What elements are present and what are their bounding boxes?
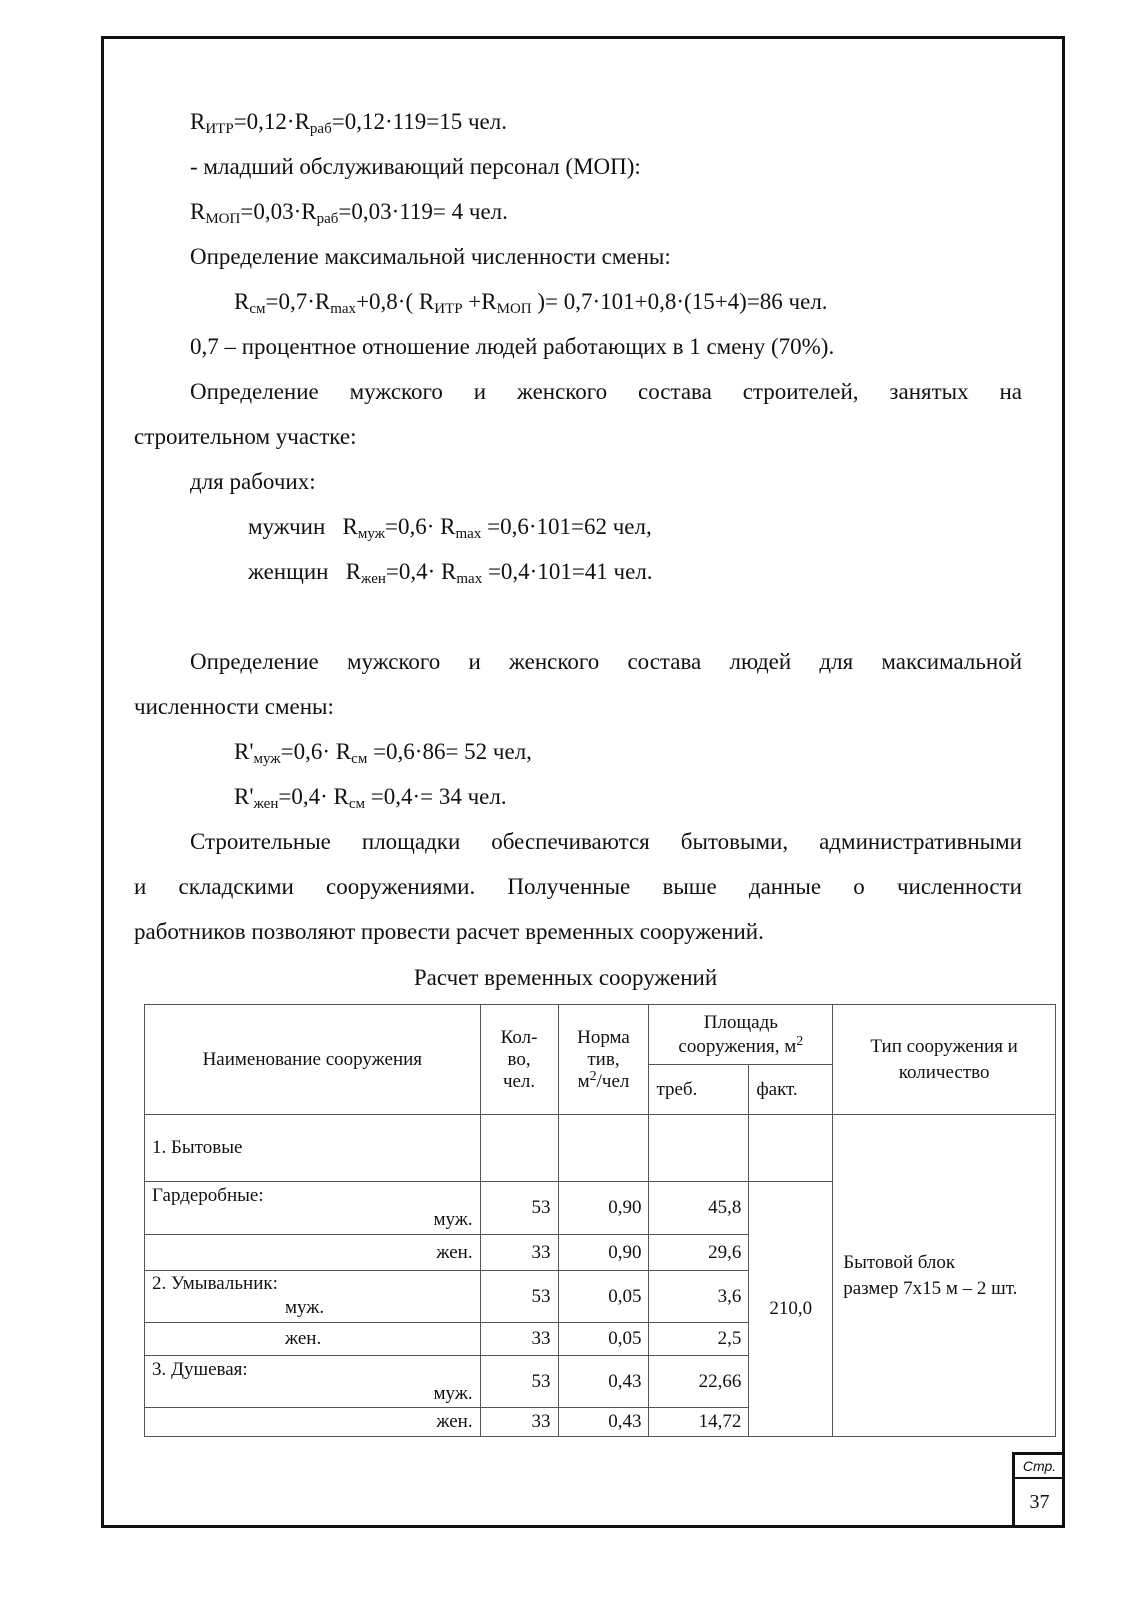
formula-r-itr: $R_{ИТР}=0,12\cdot R_{раб}=0,12\cdot 119=15$ чел. (190, 109, 507, 137)
page-number: 37 (1029, 1491, 1050, 1513)
table-caption: Расчет временных сооружений (413, 965, 718, 990)
max-shift-heading: Определение максимальной численности смены: (190, 244, 671, 269)
page-label: Стр. (1015, 1455, 1064, 1479)
percent-note: 0,7 – процентное отношение людей работающих в 1 смену (70%). (190, 334, 835, 359)
for-workers-label: для рабочих: (190, 469, 316, 494)
header-norm: Норма тив, $м^2$/чел (558, 1005, 649, 1115)
gender-shift-heading-cont: численности смены: (134, 694, 334, 719)
gender-workers-heading-cont: строительном участке: (134, 424, 357, 449)
header-fact: факт. (749, 1065, 833, 1115)
table-row: жен. 33 0,43 14,72 (145, 1408, 1056, 1437)
gender-shift-heading: Определение мужского и женского состава людей для максимальной (190, 649, 1022, 674)
formula-r-mop: $R_{МОП}=0,03\cdot R_{раб}=0,03\cdot 119= 4$ чел. (190, 199, 508, 227)
formula-women-shift: $R'_{жен}=0,4\cdot R_{см} =0,4\cdot= 34$ чел. (234, 784, 507, 812)
mop-label: - младший обслуживающий персонал (МОП): (190, 154, 641, 179)
paragraph-line-2: и складскими сооружениями. Полученные выше данные о численности (134, 874, 1022, 899)
table-header-row (145, 1005, 1056, 1065)
type-value: Бытовой блок размер 7х15 м – 2 шт. (833, 1115, 1056, 1437)
gender-workers-heading: Определение мужского и женского состава строителей, занятых на (190, 379, 1022, 404)
table-row: жен. 33 0,05 2,5 (145, 1323, 1056, 1356)
table-row: Гардеробные: муж. 53 0,90 45,8 210,0 (145, 1182, 1056, 1235)
formula-men: мужчин $R_{муж}=0,6\cdot R_{max} =0,6\cdot 101=62$ чел, (248, 514, 652, 542)
section-row (145, 1115, 1056, 1182)
header-type: Тип сооружения и количество (833, 1005, 1056, 1115)
formula-men-shift: $R'_{муж}=0,6\cdot R_{см} =0,6\cdot 86= 52$ чел, (234, 739, 532, 767)
table-row: 2. Умывальник: муж. 53 0,05 3,6 (145, 1271, 1056, 1323)
paragraph-line-1: Строительные площадки обеспечиваются бытовыми, административными (190, 829, 1022, 854)
table-row: 3. Душевая: муж. 53 0,43 22,66 (145, 1356, 1056, 1408)
page-number-stamp (1012, 1452, 1064, 1528)
section-label: 1. Бытовые (145, 1115, 481, 1182)
table-row: жен. 33 0,90 29,6 (145, 1235, 1056, 1271)
header-name: Наименование сооружения (145, 1005, 481, 1115)
header-qty: Кол- во, чел. (480, 1005, 558, 1115)
formula-women: женщин $R_{жен}=0,4\cdot R_{max} =0,4\cdot 101=41$ чел. (248, 559, 653, 587)
header-area: Площадь сооружения, $м^2$ (649, 1005, 833, 1065)
fact-value: 210,0 (749, 1182, 833, 1437)
temporary-structures-table (144, 1004, 1056, 1437)
paragraph-line-3: работников позволяют провести расчет временных сооружений. (134, 919, 764, 944)
formula-r-sm: $R_{см}=0,7\cdot R_{max}+0,8\cdot$( $R_{ИТР} +R_{МОП}$ )= 0,7·101+0,8·(15+4)=86 чел. (234, 289, 828, 317)
header-req: треб. (649, 1065, 749, 1115)
